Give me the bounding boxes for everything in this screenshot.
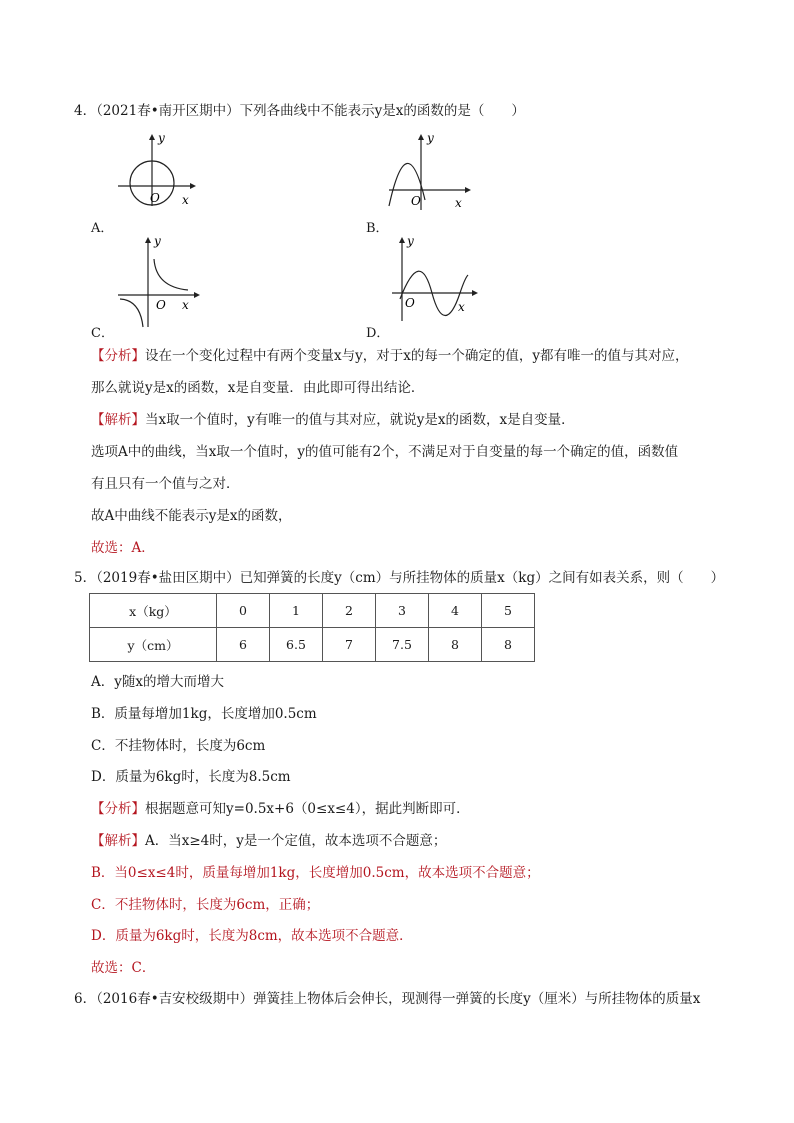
- graph-d-x-label: x: [458, 300, 465, 314]
- table-row: [90, 628, 535, 662]
- table-cell: 8: [429, 628, 482, 662]
- q4-solution-line1: [91, 410, 575, 430]
- table-cell: 6: [217, 628, 270, 662]
- q5-data-table: [89, 593, 535, 662]
- q5-option-b: B．质量每增加1kg，长度增加0.5cm: [91, 706, 317, 722]
- table-row: [90, 594, 535, 628]
- q5-option-a: A．y随x的增大而增大: [91, 674, 224, 690]
- graph-a-x-label: x: [182, 193, 189, 207]
- graph-b-parabola: [385, 128, 475, 212]
- q4-stem: 4．（2021春•南开区期中）下列各曲线中不能表示y是x的函数的是（ ）: [74, 103, 525, 119]
- q4-solution-line4: 故A中曲线不能表示y是x的函数，: [91, 508, 292, 524]
- graph-d-origin-label: O: [405, 296, 415, 310]
- q4-option-c: C．: [91, 326, 114, 341]
- table-cell: 4: [429, 594, 482, 628]
- table-header-x: x（kg）: [90, 594, 217, 628]
- graph-d-y-label: y: [407, 234, 414, 248]
- q4-solution-line3: 有且只有一个值与之对．: [91, 476, 240, 492]
- graph-c-hyperbola: [116, 233, 208, 329]
- table-cell: 3: [376, 594, 429, 628]
- q5-option-d: D．质量为6kg时，长度为8.5cm: [91, 769, 291, 785]
- q4-solution-text1: 当x取一个值时，y有唯一的值与其对应，就说y是x的函数，x是自变量．: [145, 412, 575, 428]
- table-cell: 8: [482, 628, 535, 662]
- q5-solution-tag: 【解析】: [91, 833, 145, 849]
- q6-stem: 6．（2016春•吉安校级期中）弹簧挂上物体后会伸长，现测得一弹簧的长度y（厘米）与所挂物体的质量x: [74, 991, 701, 1007]
- graph-c-x-label: x: [182, 298, 189, 312]
- q5-stem: 5．（2019春•盐田区期中）已知弹簧的长度y（cm）与所挂物体的质量x（kg）之间有如表关系，则（ ）: [74, 570, 725, 586]
- q5-solution-b: B．当0≤x≤4时，质量每增加1kg，长度增加0.5cm，故本选项不合题意；: [91, 865, 540, 881]
- table-cell: 2: [323, 594, 376, 628]
- table-cell: 5: [482, 594, 535, 628]
- q4-analysis-tag: 【分析】: [91, 348, 145, 364]
- q5-solution-d: D．质量为6kg时，长度为8cm，故本选项不合题意．: [91, 928, 413, 944]
- q4-solution-tag: 【解析】: [91, 412, 145, 428]
- table-cell: 1: [270, 594, 323, 628]
- q5-solution-c: C．不挂物体时，长度为6cm，正确；: [91, 897, 320, 913]
- graph-a-circle: [112, 130, 202, 210]
- table-cell: 7: [323, 628, 376, 662]
- graph-b-origin-label: O: [411, 194, 421, 208]
- table-cell: 6.5: [270, 628, 323, 662]
- q4-analysis-line1: [91, 346, 688, 366]
- q5-solution-a-text: A．当x≥4时，y是一个定值，故本选项不合题意；: [145, 833, 447, 849]
- q5-analysis-tag: 【分析】: [91, 801, 145, 817]
- q4-solution-line2: 选项A中的曲线，当x取一个值时，y的值可能有2个，不满足对于自变量的每一个确定的值，函数值: [91, 444, 679, 460]
- q4-option-a: A．: [91, 221, 114, 236]
- table-cell: 0: [217, 594, 270, 628]
- graph-b-x-label: x: [455, 196, 462, 210]
- graph-a-origin-label: O: [150, 191, 160, 205]
- q5-analysis: [91, 799, 470, 819]
- graph-a-y-label: y: [158, 131, 165, 145]
- graph-b-y-label: y: [427, 131, 434, 145]
- q4-analysis-line2: 那么就说y是x的函数，x是自变量．由此即可得出结论．: [91, 380, 425, 396]
- table-header-y: y（cm）: [90, 628, 217, 662]
- q4-answer: 故选：A．: [91, 540, 155, 556]
- q5-answer: 故选：C．: [91, 960, 156, 976]
- q5-option-c: C．不挂物体时，长度为6cm: [91, 738, 266, 754]
- graph-c-origin-label: O: [156, 298, 166, 312]
- graph-c-y-label: y: [154, 234, 161, 248]
- q4-analysis-text1: 设在一个变化过程中有两个变量x与y，对于x的每一个确定的值，y都有唯一的值与其对应，: [145, 348, 689, 364]
- graph-d-sine: [390, 233, 482, 323]
- q5-analysis-text: 根据题意可知y=0.5x+6（0≤x≤4），据此判断即可．: [145, 801, 470, 817]
- q4-option-b: B．: [366, 221, 389, 236]
- q4-option-d: D．: [366, 326, 390, 341]
- q5-solution-a: [91, 831, 446, 851]
- table-cell: 7.5: [376, 628, 429, 662]
